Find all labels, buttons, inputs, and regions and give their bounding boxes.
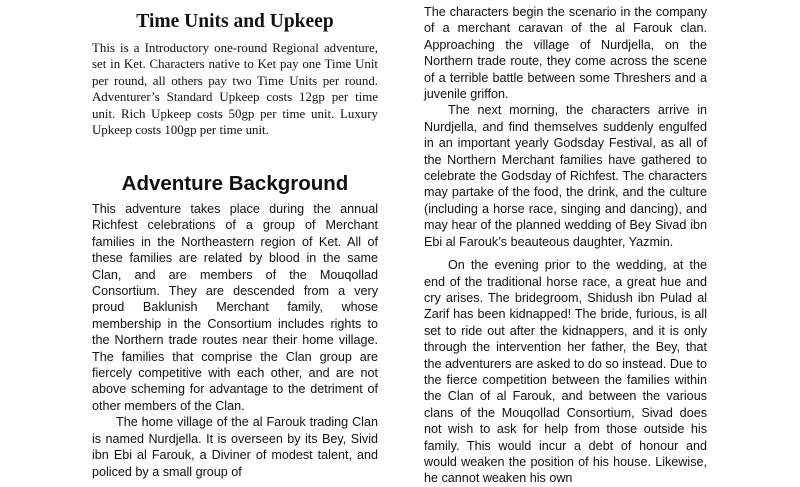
adventure-background-heading: Adventure Background <box>121 172 349 195</box>
adventure-background-body <box>92 201 378 480</box>
right-paragraph-1: The characters begin the scenario in the company of a merchant caravan of the al Farouk clan. Approaching the village of Nurdjella, on the Northern trade route, they come across the scene of a terrible battle between some Threshers and a juvenile griffon. <box>424 5 707 102</box>
right-paragraph-2: The next morning, the characters arrive in Nurdjella, and find themselves suddenly engulfed in an important yearly Godsday Festival, as all of the Northern Merchant families have gathered to celebrate the Godsday of Richfest. The characters may partake of the food, the drink, and the culture (including a horse race, singing and dancing), and may hear of the planned wedding of Bey Sivad ibn Ebi al Farouk’s beauteous daughter, Yazmin. <box>424 103 707 249</box>
time-units-body: This is a Introductory one-round Regional adventure, set in Ket. Characters native to Ket pay one Time Unit per round, all others pay two Time Units per round. Adventurer’s Standard Upkeep costs 12gp per time unit. Rich Upkeep costs 50gp per time unit. Luxury Upkeep costs 100gp per time unit. <box>92 41 378 138</box>
background-paragraph-2: The home village of the al Farouk trading Clan is named Nurdjella. It is overseen by its Bey, Sivid ibn Ebi al Farouk, a Diviner of modest talent, and policed by a small group of <box>92 415 378 479</box>
right-column-body <box>424 4 707 487</box>
time-units-heading: Time Units and Upkeep <box>136 11 334 32</box>
background-paragraph-1: This adventure takes place during the annual Richfest celebrations of a group of Merchant families in the Northeastern region of Ket. All of these families are related by blood in the same Clan, and are members of the Mouqollad Consortium. They are descended from a very proud Baklunish Merchant family, whose membership in the Consortium includes rights to the Northern trade routes near their home village. The families that comprise the Clan group are fiercely competitive with each other, and are not above scheming for advantage to the detriment of other members of the Clan. <box>92 202 378 413</box>
right-paragraph-3: On the evening prior to the wedding, at the end of the traditional horse race, a great hue and cry arises. The bridegroom, Shidush ibn Pulad al Zarif has been kidnapped! The bride, furious, is all set to ride out after the kidnappers, and it is only through the intervention her father, the Bey, that the adventurers are asked to do so instead. Due to the fierce competition between the families within the Clan of al Farouk, and between the various clans of the Mouqollad Consortium, Sivad does not wish to ask for help from those outside his family. This would incur a debt of honour and would weaken the position of his house. Likewise, he cannot weaken his own <box>424 258 707 486</box>
left-column <box>92 0 378 479</box>
